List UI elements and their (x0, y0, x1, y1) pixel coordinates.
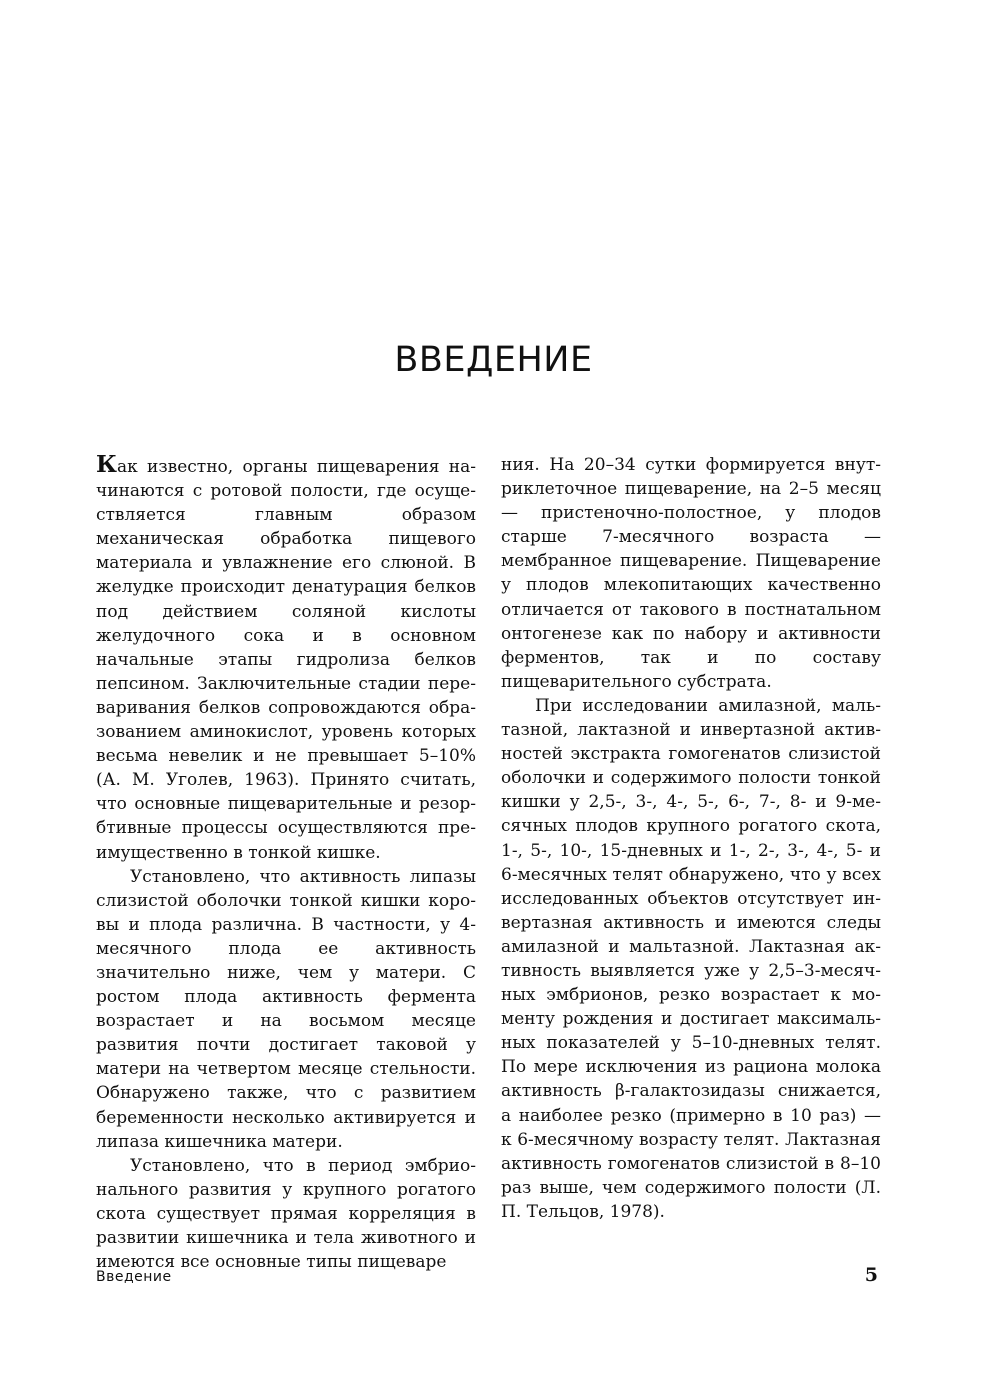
page-number: 5 (864, 1264, 878, 1286)
chapter-title: ВВЕДЕНИЕ (394, 340, 593, 380)
paragraph-enzyme-study: При исследовании амилазной, мальтазной, лактазной и инвертазной активностей экстракта гомогенатов слизистой оболочки и содержимого полости тонкой кишки у 2,5-, 3-, 4-, 5-, 6-, 7-, 8- и 9-месячных плодов крупного рогатого скота, 1-, 5-, 10-, 15-дневных и 1-, 2-, 3-, 4-, 5- и 6-месячных телят обнаружено, что у всех исследованных объектов отсутствует инвертазная активность и имеются следы амилазной и мальтазной. Лактазная активность выявляется уже у 2,5–3-месячных эмбрионов, резко возрастает к моменту рождения и достигает максимальных показателей у 5–10-дневных телят. По мере исключения из рациона молока активность β-галактозидазы снижается, а наиболее резко (примерно в 10 раз) — к 6-месячному возрасту телят. Лактазная активность гомогенатов слизистой в 8–10 раз выше, чем содержимого полости (Л. П. Тельцов, 1978). (501, 695, 881, 1222)
paragraph-embryonic-development: Установлено, что в период эмбрионального развития у крупного рогатого скота существует прямая корреляция в развитии кишечника и тела животного и имеются все основные типы пищеваре (96, 1155, 476, 1273)
drop-cap: К (96, 451, 117, 478)
paragraph-lipase: Установлено, что активность липазы слизистой оболочки тонкой кишки коровы и плода различна. В частности, у 4-месячного плода ее активность значительно ниже, чем у матери. С ростом плода активность фермента возрастает и на восьмом месяце развития почти достигает таковой у матери на четвертом месяце стельности. Обнаружено также, что с развитием беременности несколько активируется и липаза кишечника матери. (96, 866, 476, 1152)
running-footer-title: Введение (96, 1269, 172, 1285)
left-text-column (96, 453, 476, 1274)
right-text-column (501, 453, 881, 1224)
paragraph-embryonic-development-continued: ния. На 20–34 сутки формируется внутриклеточное пищеварение, на 2–5 месяц — пристеночно-полостное, у плодов старше 7-месячного возраста — мембранное пищеварение. Пищеварение у плодов млекопитающих качественно отличается от такового в постнатальном онтогенезе как по набору и активности ферментов, так и по составу пищеварительного субстрата. (501, 455, 881, 692)
paragraph-intro-text: ак известно, органы пищеварения начинаются с ротовой полости, где осуществляется главным образом механическая обработка пищевого материала и увлажнение его слюной. В желудке происходит денатурация белков под действием соляной кислоты желудочного сока и в основном начальные этапы гидролиза белков пепсином. Заключительные стадии переваривания белков сопровождаются образованием аминокислот, уровень которых весьма невелик и не превышает 5–10% (А. М. Уголев, 1963). Принято считать, что основные пищеварительные и резорбтивные процессы осуществляются преимущественно в тонкой кишке. (96, 457, 476, 863)
paragraph-intro (96, 453, 476, 865)
